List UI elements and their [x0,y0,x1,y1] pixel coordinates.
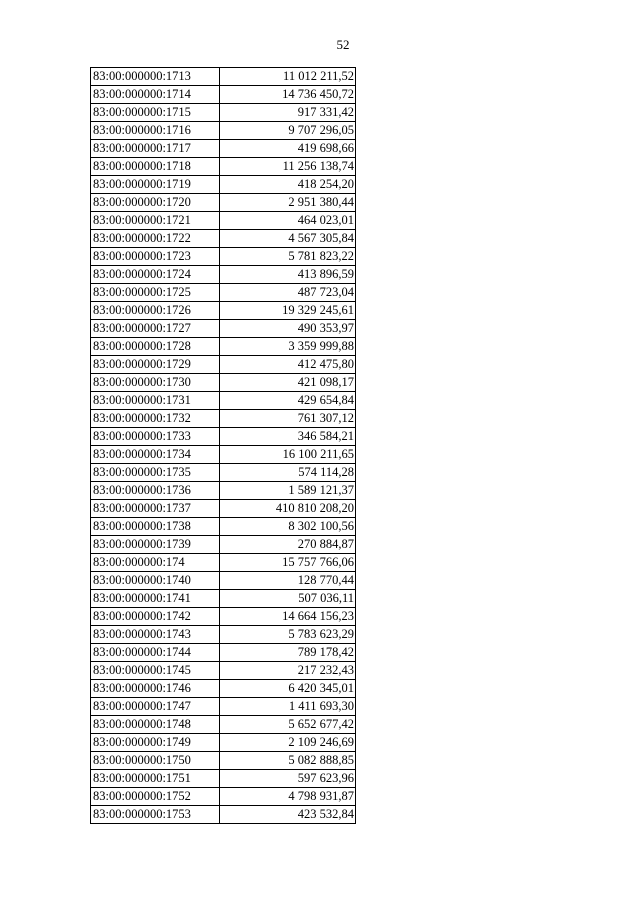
cadastral-number-cell: 83:00:000000:1718 [91,158,220,176]
table-row [91,752,356,770]
value-cell: 270 884,87 [220,536,356,554]
cadastral-number-cell: 83:00:000000:1715 [91,104,220,122]
cadastral-number-cell: 83:00:000000:1742 [91,608,220,626]
value-cell: 490 353,97 [220,320,356,338]
value-cell: 487 723,04 [220,284,356,302]
value-cell: 1 589 121,37 [220,482,356,500]
cadastral-number-cell: 83:00:000000:1753 [91,806,220,824]
value-cell: 597 623,96 [220,770,356,788]
table-row [91,104,356,122]
cadastral-number-cell: 83:00:000000:1737 [91,500,220,518]
value-cell: 429 654,84 [220,392,356,410]
value-cell: 413 896,59 [220,266,356,284]
cadastral-number-cell: 83:00:000000:1748 [91,716,220,734]
cadastral-number-cell: 83:00:000000:1734 [91,446,220,464]
value-cell: 5 082 888,85 [220,752,356,770]
table-row [91,68,356,86]
table-row [91,788,356,806]
value-cell: 2 951 380,44 [220,194,356,212]
cadastral-number-cell: 83:00:000000:1725 [91,284,220,302]
cadastral-number-cell: 83:00:000000:1713 [91,68,220,86]
cadastral-number-cell: 83:00:000000:1714 [91,86,220,104]
value-cell: 574 114,28 [220,464,356,482]
value-cell: 8 302 100,56 [220,518,356,536]
value-cell: 19 329 245,61 [220,302,356,320]
value-cell: 4 798 931,87 [220,788,356,806]
table-row [91,320,356,338]
value-cell: 217 232,43 [220,662,356,680]
value-cell: 917 331,42 [220,104,356,122]
cadastral-number-cell: 83:00:000000:1721 [91,212,220,230]
cadastral-number-cell: 83:00:000000:1728 [91,338,220,356]
table-row [91,428,356,446]
table-row [91,212,356,230]
value-cell: 16 100 211,65 [220,446,356,464]
table-row [91,734,356,752]
cadastral-number-cell: 83:00:000000:1730 [91,374,220,392]
table-row [91,482,356,500]
table-row [91,392,356,410]
cadastral-number-cell: 83:00:000000:1740 [91,572,220,590]
cadastral-number-cell: 83:00:000000:1722 [91,230,220,248]
cadastral-number-cell: 83:00:000000:1747 [91,698,220,716]
table-row [91,266,356,284]
value-cell: 14 736 450,72 [220,86,356,104]
cadastral-number-cell: 83:00:000000:1750 [91,752,220,770]
cadastral-number-cell: 83:00:000000:1732 [91,410,220,428]
table-row [91,644,356,662]
table-row [91,194,356,212]
value-cell: 14 664 156,23 [220,608,356,626]
cadastral-number-cell: 83:00:000000:1744 [91,644,220,662]
cadastral-number-cell: 83:00:000000:1731 [91,392,220,410]
cadastral-number-cell: 83:00:000000:1743 [91,626,220,644]
cadastral-number-cell: 83:00:000000:1741 [91,590,220,608]
value-cell: 410 810 208,20 [220,500,356,518]
cadastral-number-cell: 83:00:000000:1723 [91,248,220,266]
table-row [91,122,356,140]
cadastral-number-cell: 83:00:000000:1729 [91,356,220,374]
table-row [91,590,356,608]
table-row [91,410,356,428]
table-row [91,356,356,374]
value-cell: 128 770,44 [220,572,356,590]
table-row [91,680,356,698]
cadastral-number-cell: 83:00:000000:1716 [91,122,220,140]
value-cell: 421 098,17 [220,374,356,392]
table-row [91,554,356,572]
cadastral-number-cell: 83:00:000000:1738 [91,518,220,536]
cadastral-number-cell: 83:00:000000:1746 [91,680,220,698]
value-cell: 761 307,12 [220,410,356,428]
table-row [91,446,356,464]
table-row [91,500,356,518]
cadastral-number-cell: 83:00:000000:1739 [91,536,220,554]
table-row [91,284,356,302]
cadastral-number-cell: 83:00:000000:1720 [91,194,220,212]
table-row [91,662,356,680]
value-cell: 5 783 623,29 [220,626,356,644]
table-row [91,248,356,266]
value-cell: 11 256 138,74 [220,158,356,176]
value-cell: 464 023,01 [220,212,356,230]
cadastral-number-cell: 83:00:000000:1724 [91,266,220,284]
table-row [91,770,356,788]
table-row [91,518,356,536]
cadastral-number-cell: 83:00:000000:1745 [91,662,220,680]
value-cell: 419 698,66 [220,140,356,158]
cadastral-number-cell: 83:00:000000:1751 [91,770,220,788]
cadastral-number-cell: 83:00:000000:174 [91,554,220,572]
table-row [91,158,356,176]
table-row [91,716,356,734]
value-cell: 15 757 766,06 [220,554,356,572]
value-cell: 11 012 211,52 [220,68,356,86]
value-cell: 418 254,20 [220,176,356,194]
value-cell: 5 652 677,42 [220,716,356,734]
table-row [91,374,356,392]
value-cell: 2 109 246,69 [220,734,356,752]
table-row [91,698,356,716]
table-row [91,140,356,158]
cadastral-number-cell: 83:00:000000:1733 [91,428,220,446]
value-cell: 507 036,11 [220,590,356,608]
value-cell: 412 475,80 [220,356,356,374]
cadastral-number-cell: 83:00:000000:1735 [91,464,220,482]
table-row [91,608,356,626]
cadastral-number-cell: 83:00:000000:1726 [91,302,220,320]
value-cell: 5 781 823,22 [220,248,356,266]
cadastral-number-cell: 83:00:000000:1752 [91,788,220,806]
table-row [91,230,356,248]
table-row [91,86,356,104]
table-row [91,176,356,194]
value-cell: 789 178,42 [220,644,356,662]
cadastral-number-cell: 83:00:000000:1727 [91,320,220,338]
value-cell: 9 707 296,05 [220,122,356,140]
cadastral-value-table [90,67,356,824]
table-row [91,806,356,824]
table-row [91,464,356,482]
page-number: 52 [336,37,350,52]
table-row [91,626,356,644]
value-cell: 423 532,84 [220,806,356,824]
table-row [91,572,356,590]
value-cell: 1 411 693,30 [220,698,356,716]
cadastral-number-cell: 83:00:000000:1719 [91,176,220,194]
value-cell: 346 584,21 [220,428,356,446]
value-cell: 6 420 345,01 [220,680,356,698]
value-cell: 4 567 305,84 [220,230,356,248]
cadastral-number-cell: 83:00:000000:1717 [91,140,220,158]
table-body [91,68,356,824]
table-row [91,302,356,320]
table-row [91,338,356,356]
value-cell: 3 359 999,88 [220,338,356,356]
cadastral-number-cell: 83:00:000000:1736 [91,482,220,500]
table-row [91,536,356,554]
cadastral-number-cell: 83:00:000000:1749 [91,734,220,752]
